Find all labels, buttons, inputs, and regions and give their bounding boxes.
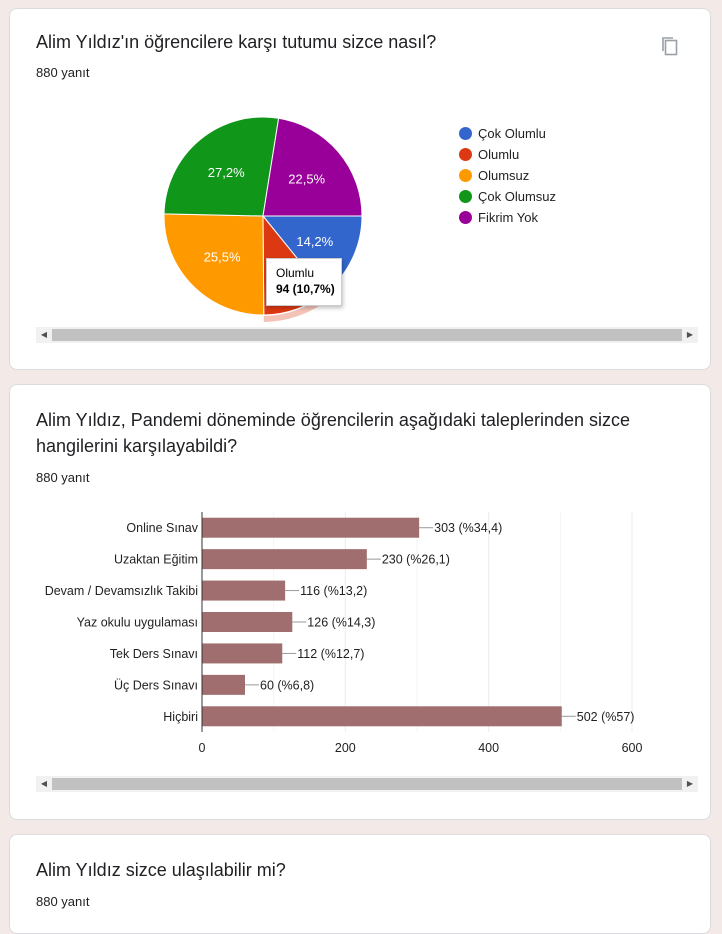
bar-category-label: Devam / Devamsızlık Takibi: [44, 584, 198, 599]
legend-label: Olumlu: [478, 147, 520, 162]
pie-slice-olumsuz[interactable]: [164, 214, 264, 315]
legend-label: Çok Olumlu: [478, 126, 546, 141]
scroll-left-icon[interactable]: ◀: [40, 779, 48, 788]
question-card-3: [9, 834, 711, 934]
bar[interactable]: [202, 612, 292, 632]
response-count: 880 yanıt: [36, 65, 90, 80]
pie-legend: [459, 123, 556, 228]
x-tick-label: 0: [198, 741, 206, 755]
legend-dot: [459, 148, 472, 161]
question-title: Alim Yıldız sizce ulaşılabilir mi?: [36, 860, 286, 880]
pie-slice-label: 25,5%: [203, 249, 241, 265]
tooltip-label: Olumlu: [276, 266, 315, 280]
legend-label: Fikrim Yok: [478, 210, 538, 225]
bar-category-label: Online Sınav: [126, 521, 198, 536]
legend-item-cok-olumlu[interactable]: [459, 123, 556, 144]
scroll-left-icon[interactable]: ◀: [40, 330, 48, 339]
question-card-2: [9, 384, 711, 820]
x-tick-label: 600: [621, 741, 643, 755]
bar-chart: [10, 385, 710, 775]
bar-data-label: 230 (%26,1): [381, 552, 450, 567]
scrollbar-thumb[interactable]: [52, 778, 682, 790]
bar[interactable]: [202, 706, 562, 726]
question-title-line2: hangilerini karşılayabildi?: [36, 436, 238, 456]
response-count: 880 yanıt: [36, 894, 90, 909]
pie-slice-fikrim-yok[interactable]: [263, 118, 362, 216]
bar[interactable]: [202, 549, 367, 569]
pie-slice-label: 22,5%: [288, 171, 326, 187]
response-count: 880 yanıt: [36, 470, 90, 485]
bar-category-label: Yaz okulu uygulaması: [76, 615, 198, 630]
legend-dot: [459, 211, 472, 224]
bar-category-label: Hiçbiri: [163, 709, 198, 724]
legend-label: Çok Olumsuz: [478, 189, 557, 204]
legend-dot: [459, 190, 472, 203]
legend-item-olumlu[interactable]: [459, 144, 556, 165]
bar-category-label: Üç Ders Sınavı: [113, 678, 198, 693]
scroll-right-icon[interactable]: ▶: [686, 330, 694, 339]
legend-dot: [459, 127, 472, 140]
question-title-line1: Alim Yıldız, Pandemi döneminde öğrencilerin aşağıdaki taleplerinden sizce: [36, 410, 630, 430]
pie-slice-label: 14,2%: [296, 233, 334, 249]
bar[interactable]: [202, 581, 285, 601]
scroll-right-icon[interactable]: ▶: [686, 779, 694, 788]
question-title: Alim Yıldız'ın öğrencilere karşı tutumu sizce nasıl?: [36, 32, 437, 52]
bar-category-label: Uzaktan Eğitim: [113, 552, 198, 567]
legend-item-olumsuz[interactable]: [459, 165, 556, 186]
scrollbar-thumb[interactable]: [52, 329, 682, 341]
pie-chart: [10, 9, 710, 329]
bar[interactable]: [202, 518, 419, 538]
bar[interactable]: [202, 675, 245, 695]
legend-dot: [459, 169, 472, 182]
bar-data-label: 502 (%57): [576, 709, 635, 724]
horizontal-scrollbar[interactable]: [36, 327, 698, 343]
horizontal-scrollbar[interactable]: [36, 776, 698, 792]
legend-item-cok-olumsuz[interactable]: [459, 186, 556, 207]
bar-data-label: 116 (%13,2): [300, 584, 368, 599]
pie-slice-label: 27,2%: [207, 164, 245, 180]
bar-data-label: 60 (%6,8): [260, 678, 315, 693]
question-card-1: [9, 8, 711, 370]
pie-tooltip: [266, 258, 342, 306]
bar-data-label: 112 (%12,7): [297, 646, 365, 661]
bar[interactable]: [202, 643, 282, 663]
bar-data-label: 126 (%14,3): [307, 615, 376, 630]
legend-label: Olumsuz: [478, 168, 530, 183]
tooltip-value: 94 (10,7%): [276, 282, 335, 296]
bar-category-label: Tek Ders Sınavı: [109, 646, 198, 661]
legend-item-fikrim-yok[interactable]: [459, 207, 556, 228]
x-tick-label: 200: [334, 741, 356, 755]
x-tick-label: 400: [478, 741, 500, 755]
bar-data-label: 303 (%34,4): [434, 521, 503, 536]
